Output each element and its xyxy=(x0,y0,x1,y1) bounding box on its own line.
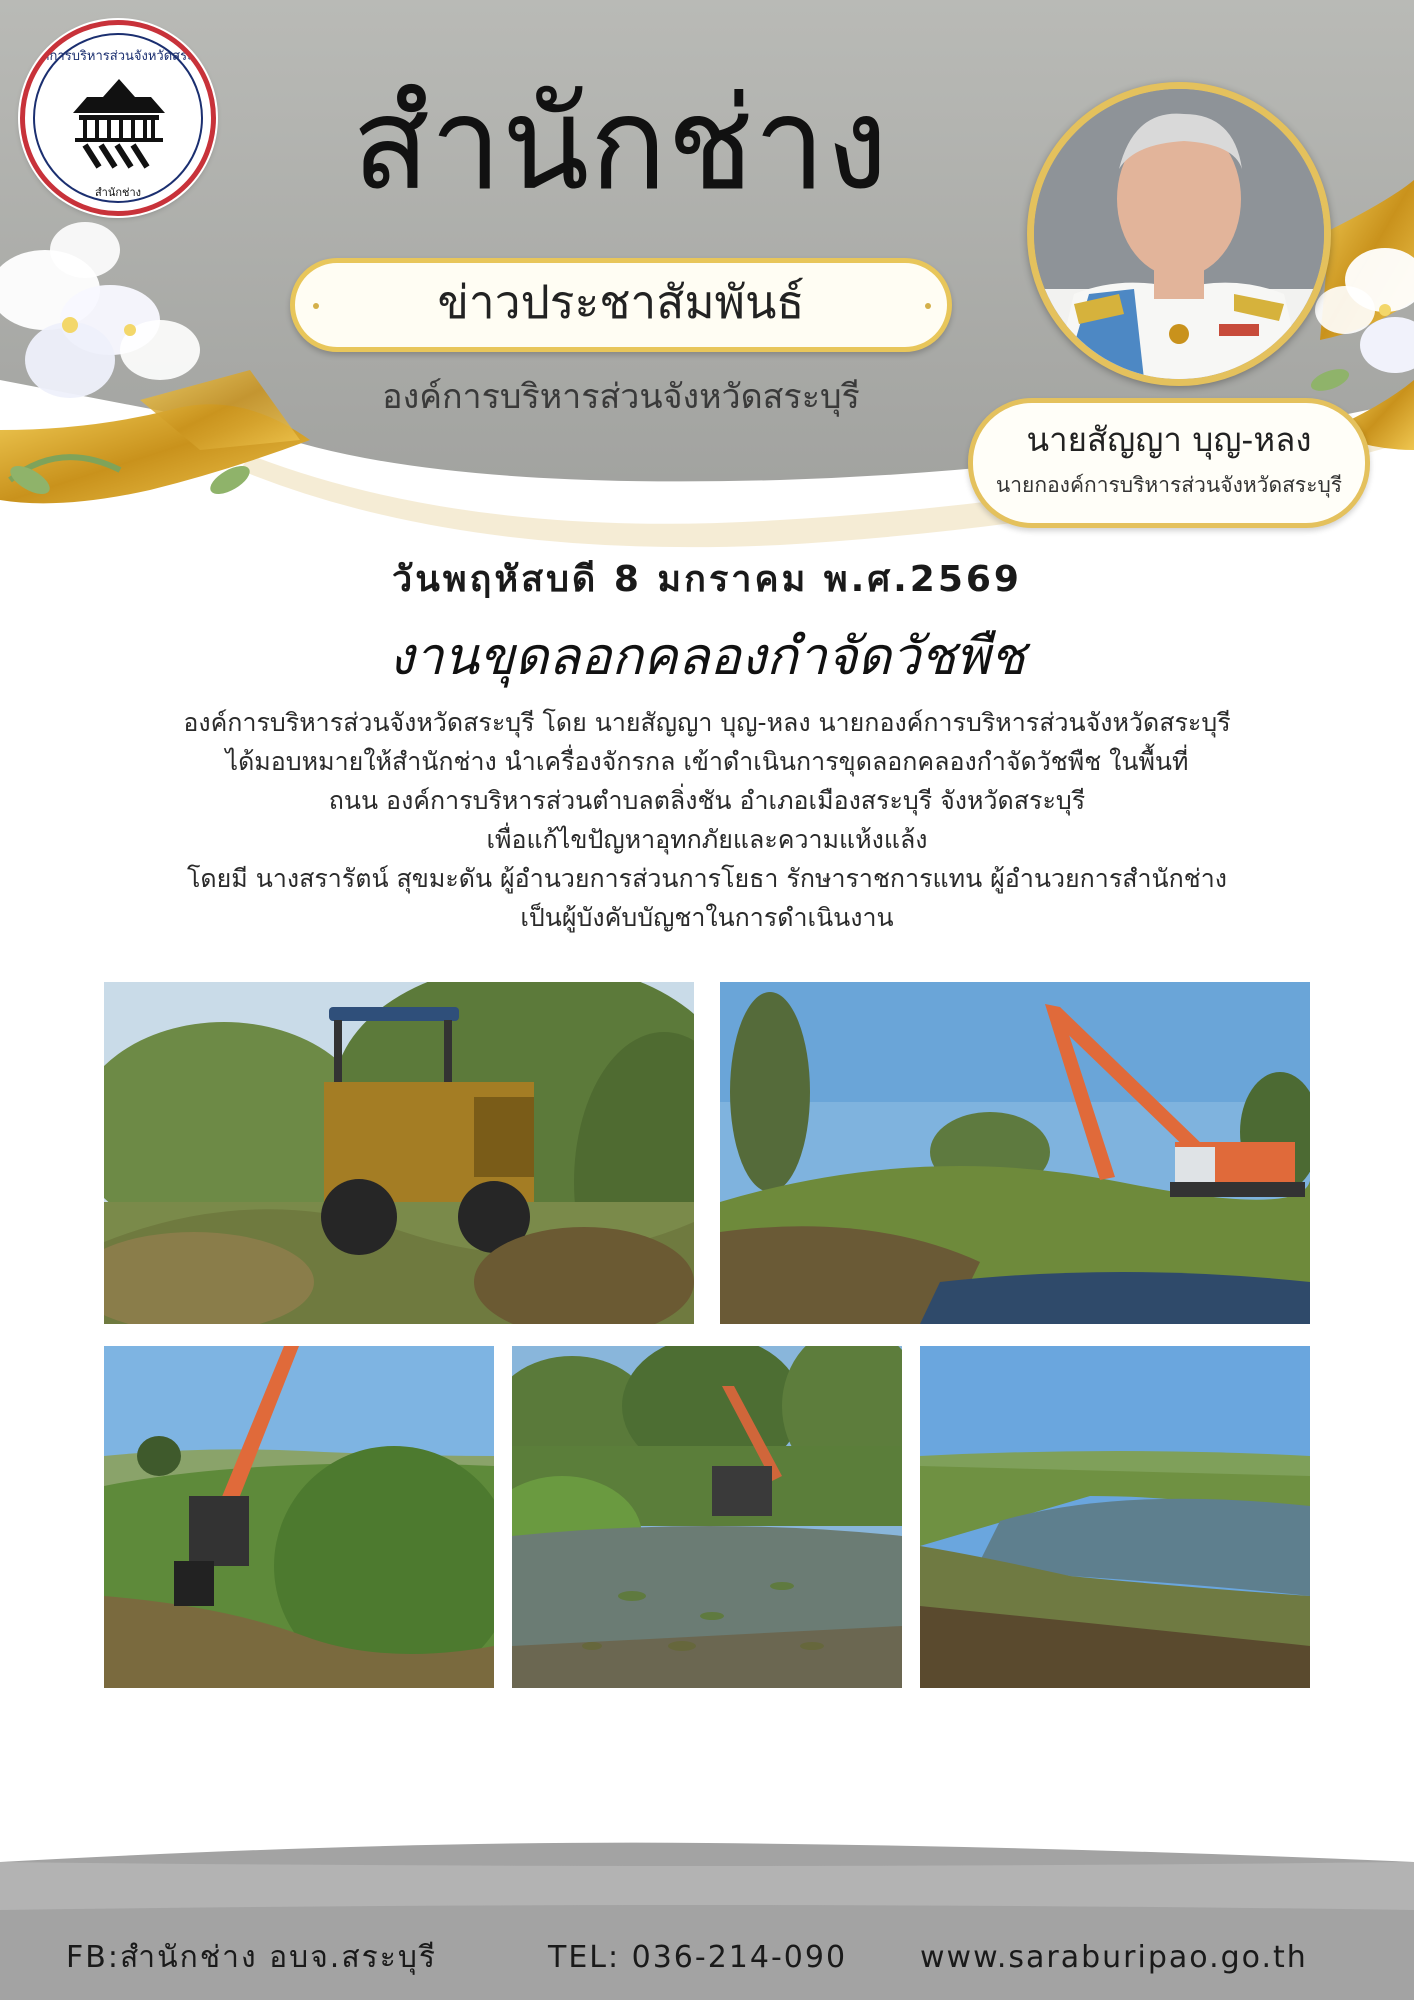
photo-long-reach-excavator xyxy=(720,982,1310,1324)
photo-canal-dredging xyxy=(512,1346,902,1688)
article-body xyxy=(110,703,1304,937)
body-line: ถนน องค์การบริหารส่วนตำบลตลิ่งชัน อำเภอเมืองสระบุรี จังหวัดสระบุรี xyxy=(328,786,1086,815)
logo-ring-text: องค์การบริหารส่วนจังหวัดสระบุรี xyxy=(26,49,210,64)
body-line: ได้มอบหมายให้สำนักช่าง นำเครื่องจักรกล เข้าดำเนินการขุดลอกคลองกำจัดวัชพืช ในพื้นที่ xyxy=(225,747,1189,776)
organization-name: องค์การบริหารส่วนจังหวัดสระบุรี xyxy=(382,377,860,417)
photo-bulldozer xyxy=(104,982,694,1324)
official-portrait xyxy=(1027,82,1331,386)
page-title: สำนักช่าง xyxy=(351,70,889,219)
official-position: นายกองค์การบริหารส่วนจังหวัดสระบุรี xyxy=(995,473,1343,497)
logo-caption: สำนักช่าง xyxy=(94,186,142,199)
portrait-image xyxy=(1034,89,1324,379)
body-line: เป็นผู้บังคับบัญชาในการดำเนินงาน xyxy=(520,903,894,932)
body-line: เพื่อแก้ไขปัญหาอุทกภัยและความแห้งแล้ง xyxy=(486,825,928,854)
photo-excavator-bucket xyxy=(104,1346,494,1688)
footer-telephone[interactable]: TEL: 036-214-090 xyxy=(548,1940,848,1975)
footer-website-link[interactable]: www.saraburipao.go.th xyxy=(920,1940,1308,1975)
footer-facebook[interactable]: FB:สำนักช่าง อบจ.สระบุรี xyxy=(66,1940,438,1975)
article-date: วันพฤหัสบดี 8 มกราคม พ.ศ.2569 xyxy=(392,559,1022,600)
body-line: องค์การบริหารส่วนจังหวัดสระบุรี โดย นายสัญญา บุญ-หลง นายกองค์การบริหารส่วนจังหวัดสระบุรี xyxy=(183,708,1231,737)
subtitle-label: ข่าวประชาสัมพันธ์ xyxy=(437,275,805,329)
body-line: โดยมี นางสรารัตน์ สุขมะดัน ผู้อำนวยการส่วนการโยธา รักษาราชการแทน ผู้อำนวยการสำนักช่าง xyxy=(187,864,1227,893)
department-logo xyxy=(20,20,216,216)
photo-cleared-canal xyxy=(920,1346,1310,1688)
pavilion-icon xyxy=(65,75,173,175)
article-headline: งานขุดลอกคลองกำจัดวัชพืช xyxy=(388,627,1026,687)
official-name: นายสัญญา บุญ-หลง xyxy=(1026,420,1312,459)
